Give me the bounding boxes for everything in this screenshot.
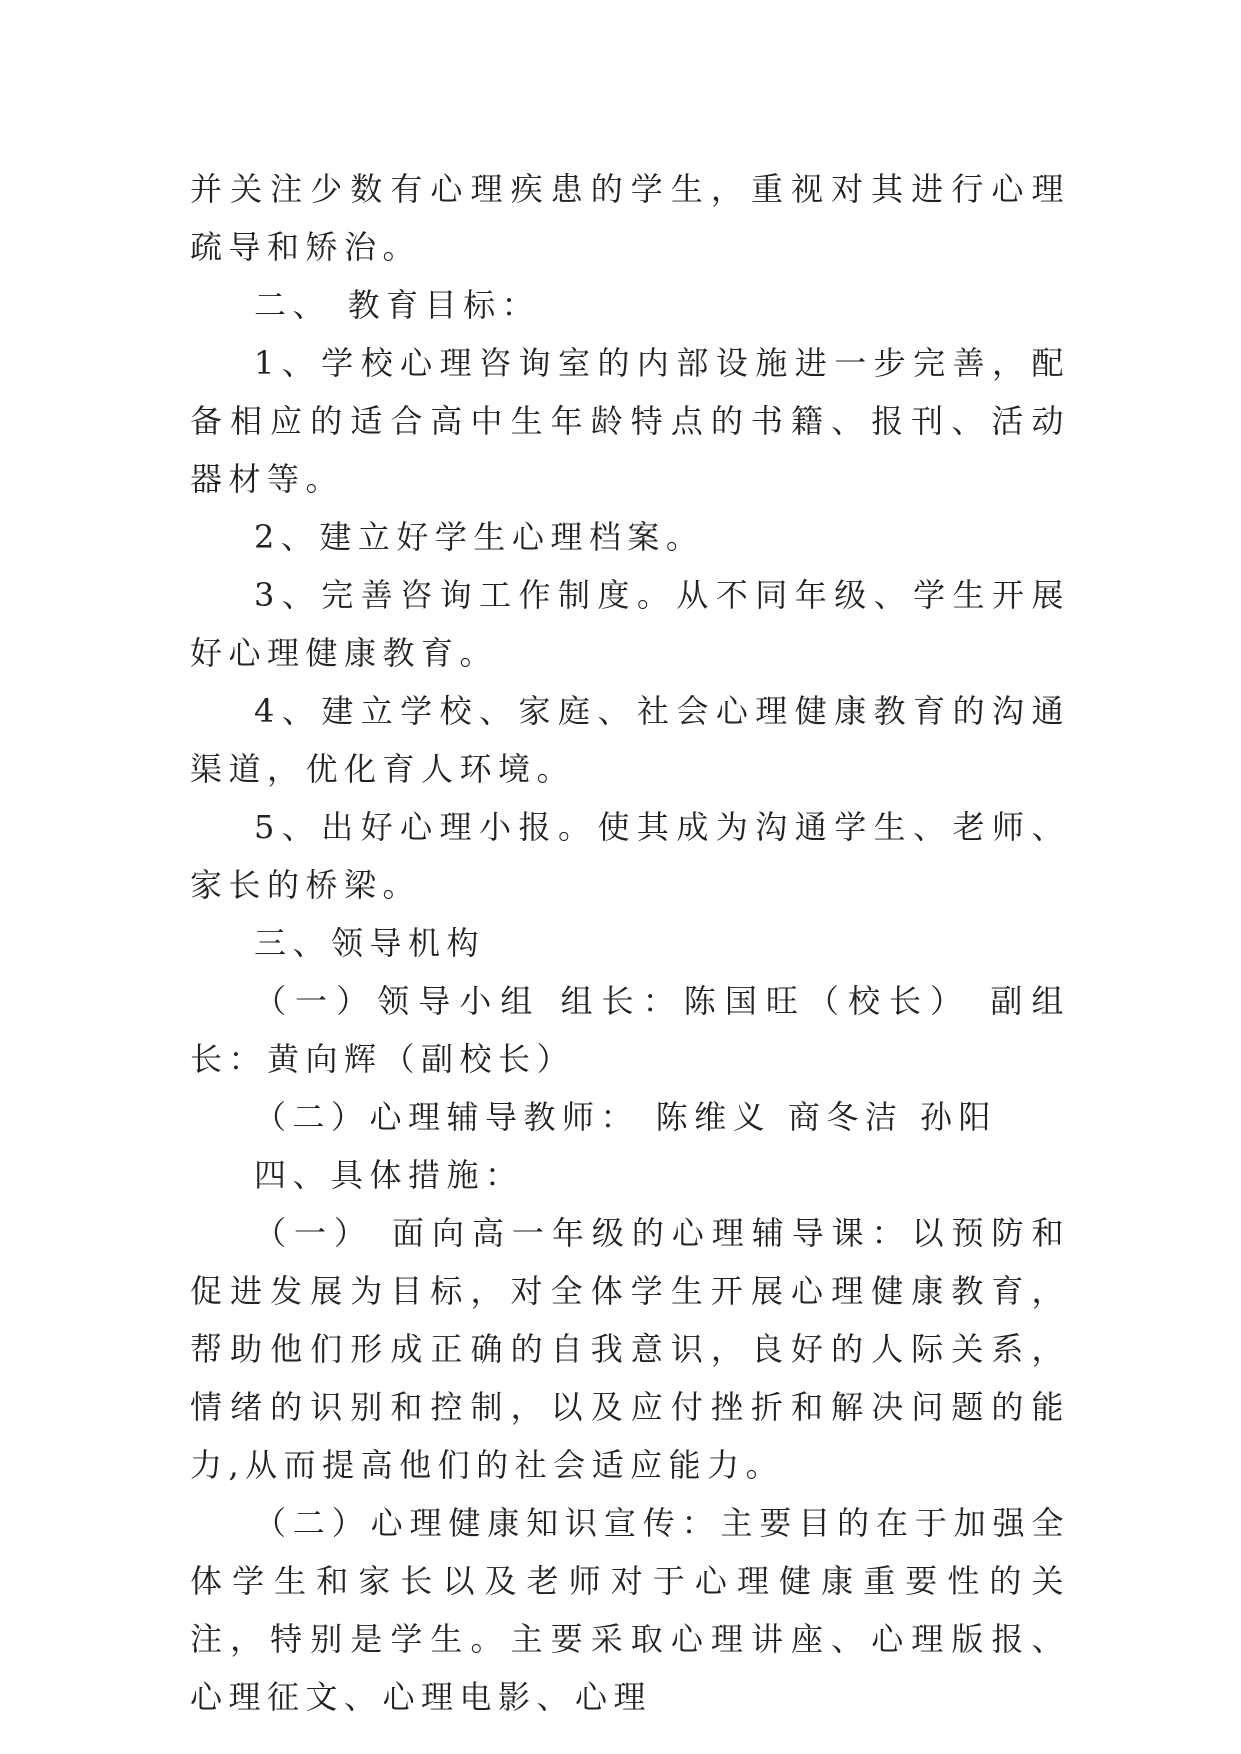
measure-item-1: （一） 面向高一年级的心理辅导课：以预防和促进发展为目标，对全体学生开展心理健康教育，帮助他们形成正确的自我意识，良好的人际关系，情绪的识别和控制，以及应付挫折和解决问题的能力,从而提高他们的社会适应能力。 — [190, 1214, 1070, 1484]
goal-item-3: 3、完善咨询工作制度。从不同年级、学生开展好心理健康教育。 — [190, 576, 1070, 672]
measure-item-2: （二）心理健康知识宣传：主要目的在于加强全体学生和家长以及老师对于心理健康重要性的关注，特别是学生。主要采取心理讲座、心理版报、心理征文、心理电影、心理 — [190, 1504, 1070, 1716]
paragraph-continuation: 并关注少数有心理疾患的学生，重视对其进行心理疏导和矫治。 — [190, 170, 1070, 266]
counseling-teachers: （二）心理辅导教师： 陈维义 商冬洁 孙阳 — [254, 1098, 998, 1136]
document-body — [190, 160, 1070, 1726]
goal-item-4: 4、建立学校、家庭、社会心理健康教育的沟通渠道，优化育人环境。 — [190, 692, 1070, 788]
goal-item-1: 1、学校心理咨询室的内部设施进一步完善，配备相应的适合高中生年龄特点的书籍、报刊、活动器材等。 — [190, 344, 1070, 498]
section-heading-measures: 四、具体措施： — [254, 1156, 524, 1194]
goal-item-2: 2、建立好学生心理档案。 — [254, 518, 705, 556]
section-heading-education-goals: 二、 教育目标： — [254, 286, 541, 324]
leadership-group: （一）领导小组 组长：陈国旺（校长） 副组长：黄向辉（副校长） — [190, 982, 1070, 1078]
section-heading-leadership: 三、领导机构 — [254, 924, 486, 962]
goal-item-5: 5、出好心理小报。使其成为沟通学生、老师、家长的桥梁。 — [190, 808, 1070, 904]
